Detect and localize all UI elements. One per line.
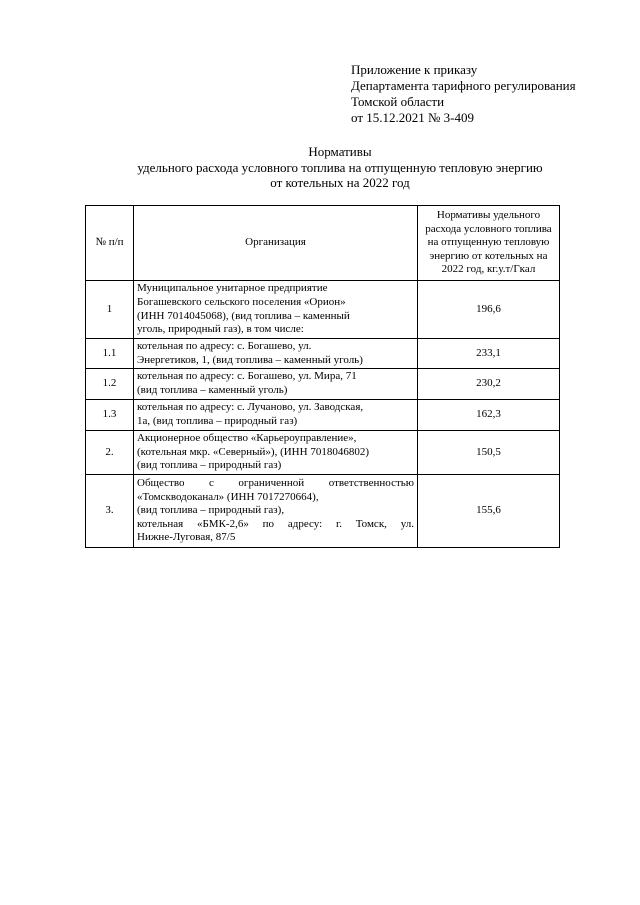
row-num: 2.: [86, 431, 134, 475]
row-value: 150,5: [418, 431, 560, 475]
org-line: Богашевского сельского поселения «Орион»: [137, 295, 346, 308]
org-line: котельная по адресу: с. Богашево, ул.: [137, 339, 312, 352]
header-organization: Организация: [134, 206, 418, 281]
row-num: 1.2: [86, 369, 134, 400]
row-organization: [134, 281, 418, 339]
row-num: 1.1: [86, 339, 134, 369]
row-organization: [134, 400, 418, 431]
norms-table: [85, 205, 560, 548]
org-line: 1а, (вид топлива – природный газ): [137, 415, 298, 427]
table-row: [86, 339, 560, 369]
org-line: котельная по адресу: с. Богашево, ул. Мира, 71: [137, 370, 357, 383]
table-header-row: [86, 206, 560, 281]
row-num: 1: [86, 281, 134, 339]
row-organization: [134, 431, 418, 475]
table-row: [86, 400, 560, 431]
table-row: [86, 281, 560, 339]
org-line: Нижне-Луговая, 87/5: [137, 531, 236, 544]
appendix-order-date: от 15.12.2021 № 3-409: [351, 110, 474, 125]
org-line: (вид топлива – природный газ),: [137, 504, 285, 517]
row-value: 155,6: [418, 475, 560, 548]
org-line: Энергетиков, 1, (вид топлива – каменный уголь): [137, 353, 363, 366]
org-line: (ИНН 7014045068), (вид топлива – каменный: [137, 309, 350, 322]
org-line: (вид топлива – природный газ): [137, 459, 282, 472]
table-row: [86, 431, 560, 475]
row-organization: [134, 475, 418, 548]
row-value: 230,2: [418, 369, 560, 400]
org-line: Муниципальное унитарное предприятие: [137, 282, 328, 295]
title-line: удельного расхода условного топлива на отпущенную тепловую энергию: [137, 159, 543, 175]
row-value: 196,6: [418, 281, 560, 339]
header-value-line: 2022 год, кг.у.т/Гкал: [441, 263, 536, 276]
appendix-line: Томской области: [351, 94, 445, 109]
row-value: 162,3: [418, 400, 560, 431]
org-line: (котельная мкр. «Северный»), (ИНН 7018046802): [137, 445, 369, 458]
org-line: (вид топлива – каменный уголь): [137, 384, 288, 396]
row-value: 233,1: [418, 339, 560, 369]
org-line: котельная «БМК-2,6» по адресу: г. Томск, ул.: [137, 517, 414, 530]
header-value-line: на отпущенную тепловую: [427, 236, 550, 249]
row-num: 3.: [86, 475, 134, 548]
org-line: котельная по адресу: с. Лучаново, ул. Заводская,: [137, 401, 364, 414]
table-row: [86, 475, 560, 548]
table-row: [86, 369, 560, 400]
appendix-block: [351, 62, 576, 126]
header-value-line: Нормативы удельного: [436, 209, 541, 222]
document-title: [100, 144, 580, 191]
row-num: 1.3: [86, 400, 134, 431]
appendix-line: Департамента тарифного регулирования: [351, 78, 576, 93]
appendix-line: Приложение к приказу: [351, 62, 478, 77]
header-value-line: энергию от котельных на: [429, 249, 548, 262]
org-line: «Томскводоканал» (ИНН 7017270664),: [137, 490, 319, 503]
header-num: № п/п: [86, 206, 134, 281]
title-line: от котельных на 2022 год: [270, 175, 410, 190]
title-line: Нормативы: [308, 144, 372, 159]
header-norm-value: [418, 206, 560, 281]
header-value-line: расхода условного топлива: [425, 222, 552, 235]
org-line: уголь, природный газ), в том числе:: [137, 323, 304, 336]
org-line: Общество с ограниченной ответственностью: [137, 477, 414, 490]
row-organization: [134, 369, 418, 400]
org-line: Акционерное общество «Карьероуправление»,: [137, 432, 357, 445]
row-organization: [134, 339, 418, 369]
